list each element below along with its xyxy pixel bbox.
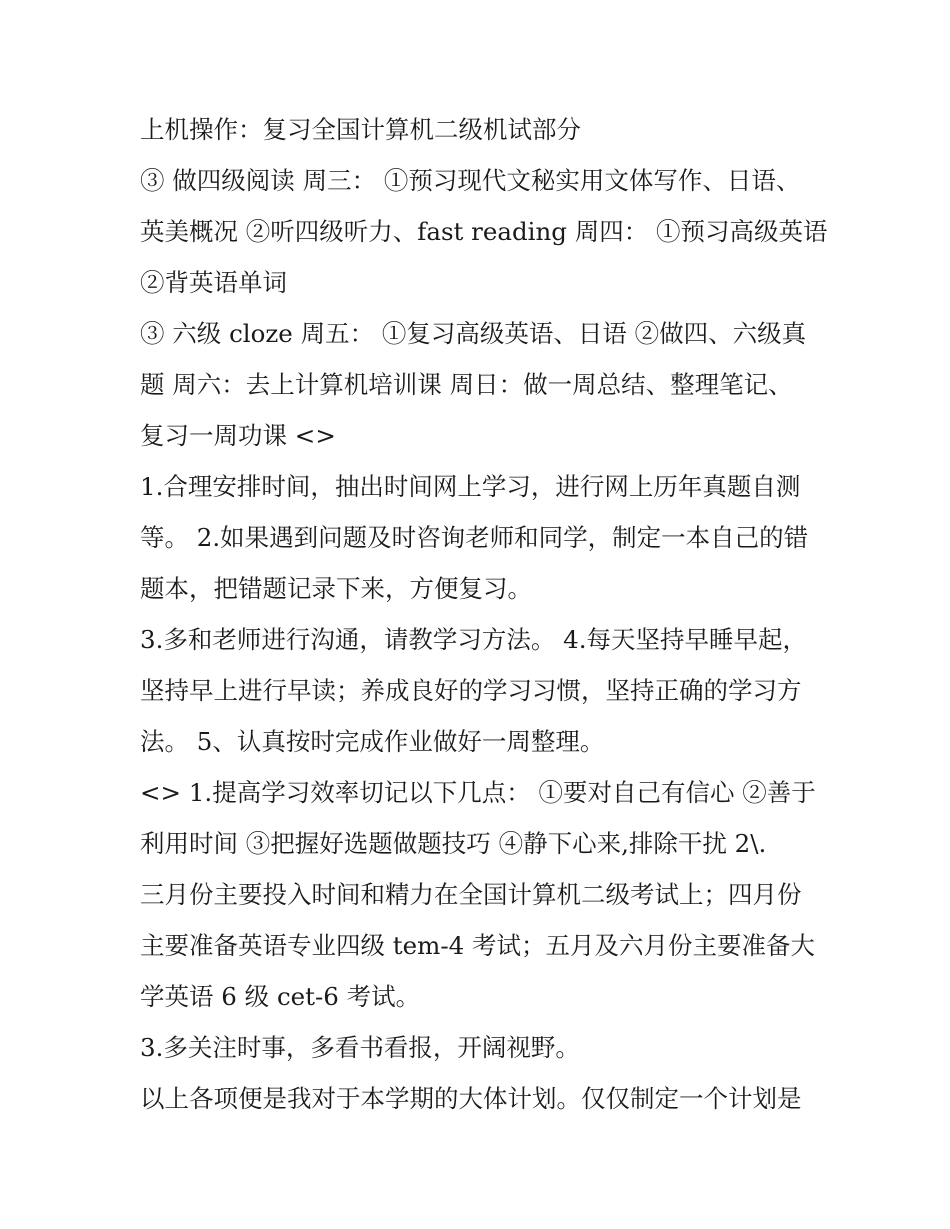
text-line: 以上各项便是我对于本学期的大体计划。仅仅制定一个计划是 xyxy=(140,1084,802,1113)
text-line: 英美概况 ②听四级听力、fast reading 周四： ①预习高级英语 xyxy=(140,217,828,246)
text-line: ③ 做四级阅读 周三： ①预习现代文秘实用文体写作、日语、 xyxy=(140,166,801,195)
text-line: 上机操作：复习全国计算机二级机试部分 xyxy=(140,115,581,144)
text-line: <> 1.提高学习效率切记以下几点： ①要对自己有信心 ②善于 xyxy=(140,778,816,807)
text-line: 复习一周功课 <> xyxy=(140,421,336,450)
text-line: 学英语 6 级 cet-6 考试。 xyxy=(140,982,421,1011)
text-line: 坚持早上进行早读；养成良好的学习习惯，坚持正确的学习方 xyxy=(140,676,802,705)
text-line: 3.多和老师进行沟通，请教学习方法。 4.每天坚持早睡早起， xyxy=(140,625,808,654)
text-line: ③ 六级 cloze 周五： ①复习高级英语、日语 ②做四、六级真 xyxy=(140,319,807,348)
text-line: 利用时间 ③把握好选题做题技巧 ④静下心来,排除干扰 2\. xyxy=(140,829,767,858)
text-line: 三月份主要投入时间和精力在全国计算机二级考试上；四月份 xyxy=(140,880,802,909)
text-line: 主要准备英语专业四级 tem-4 考试；五月及六月份主要准备大 xyxy=(140,931,816,960)
text-line: 1.合理安排时间，抽出时间网上学习，进行网上历年真题自测 xyxy=(140,472,801,501)
text-line: 题本，把错题记录下来，方便复习。 xyxy=(140,574,532,603)
text-line: 等。 2.如果遇到问题及时咨询老师和同学，制定一本自己的错 xyxy=(140,523,809,552)
text-line: ②背英语单词 xyxy=(140,268,287,297)
text-line: 3.多关注时事，多看书看报，开阔视野。 xyxy=(140,1033,580,1062)
text-line: 题 周六：去上计算机培训课 周日：做一周总结、整理笔记、 xyxy=(140,370,793,399)
text-line: 法。 5、认真按时完成作业做好一周整理。 xyxy=(140,727,605,756)
